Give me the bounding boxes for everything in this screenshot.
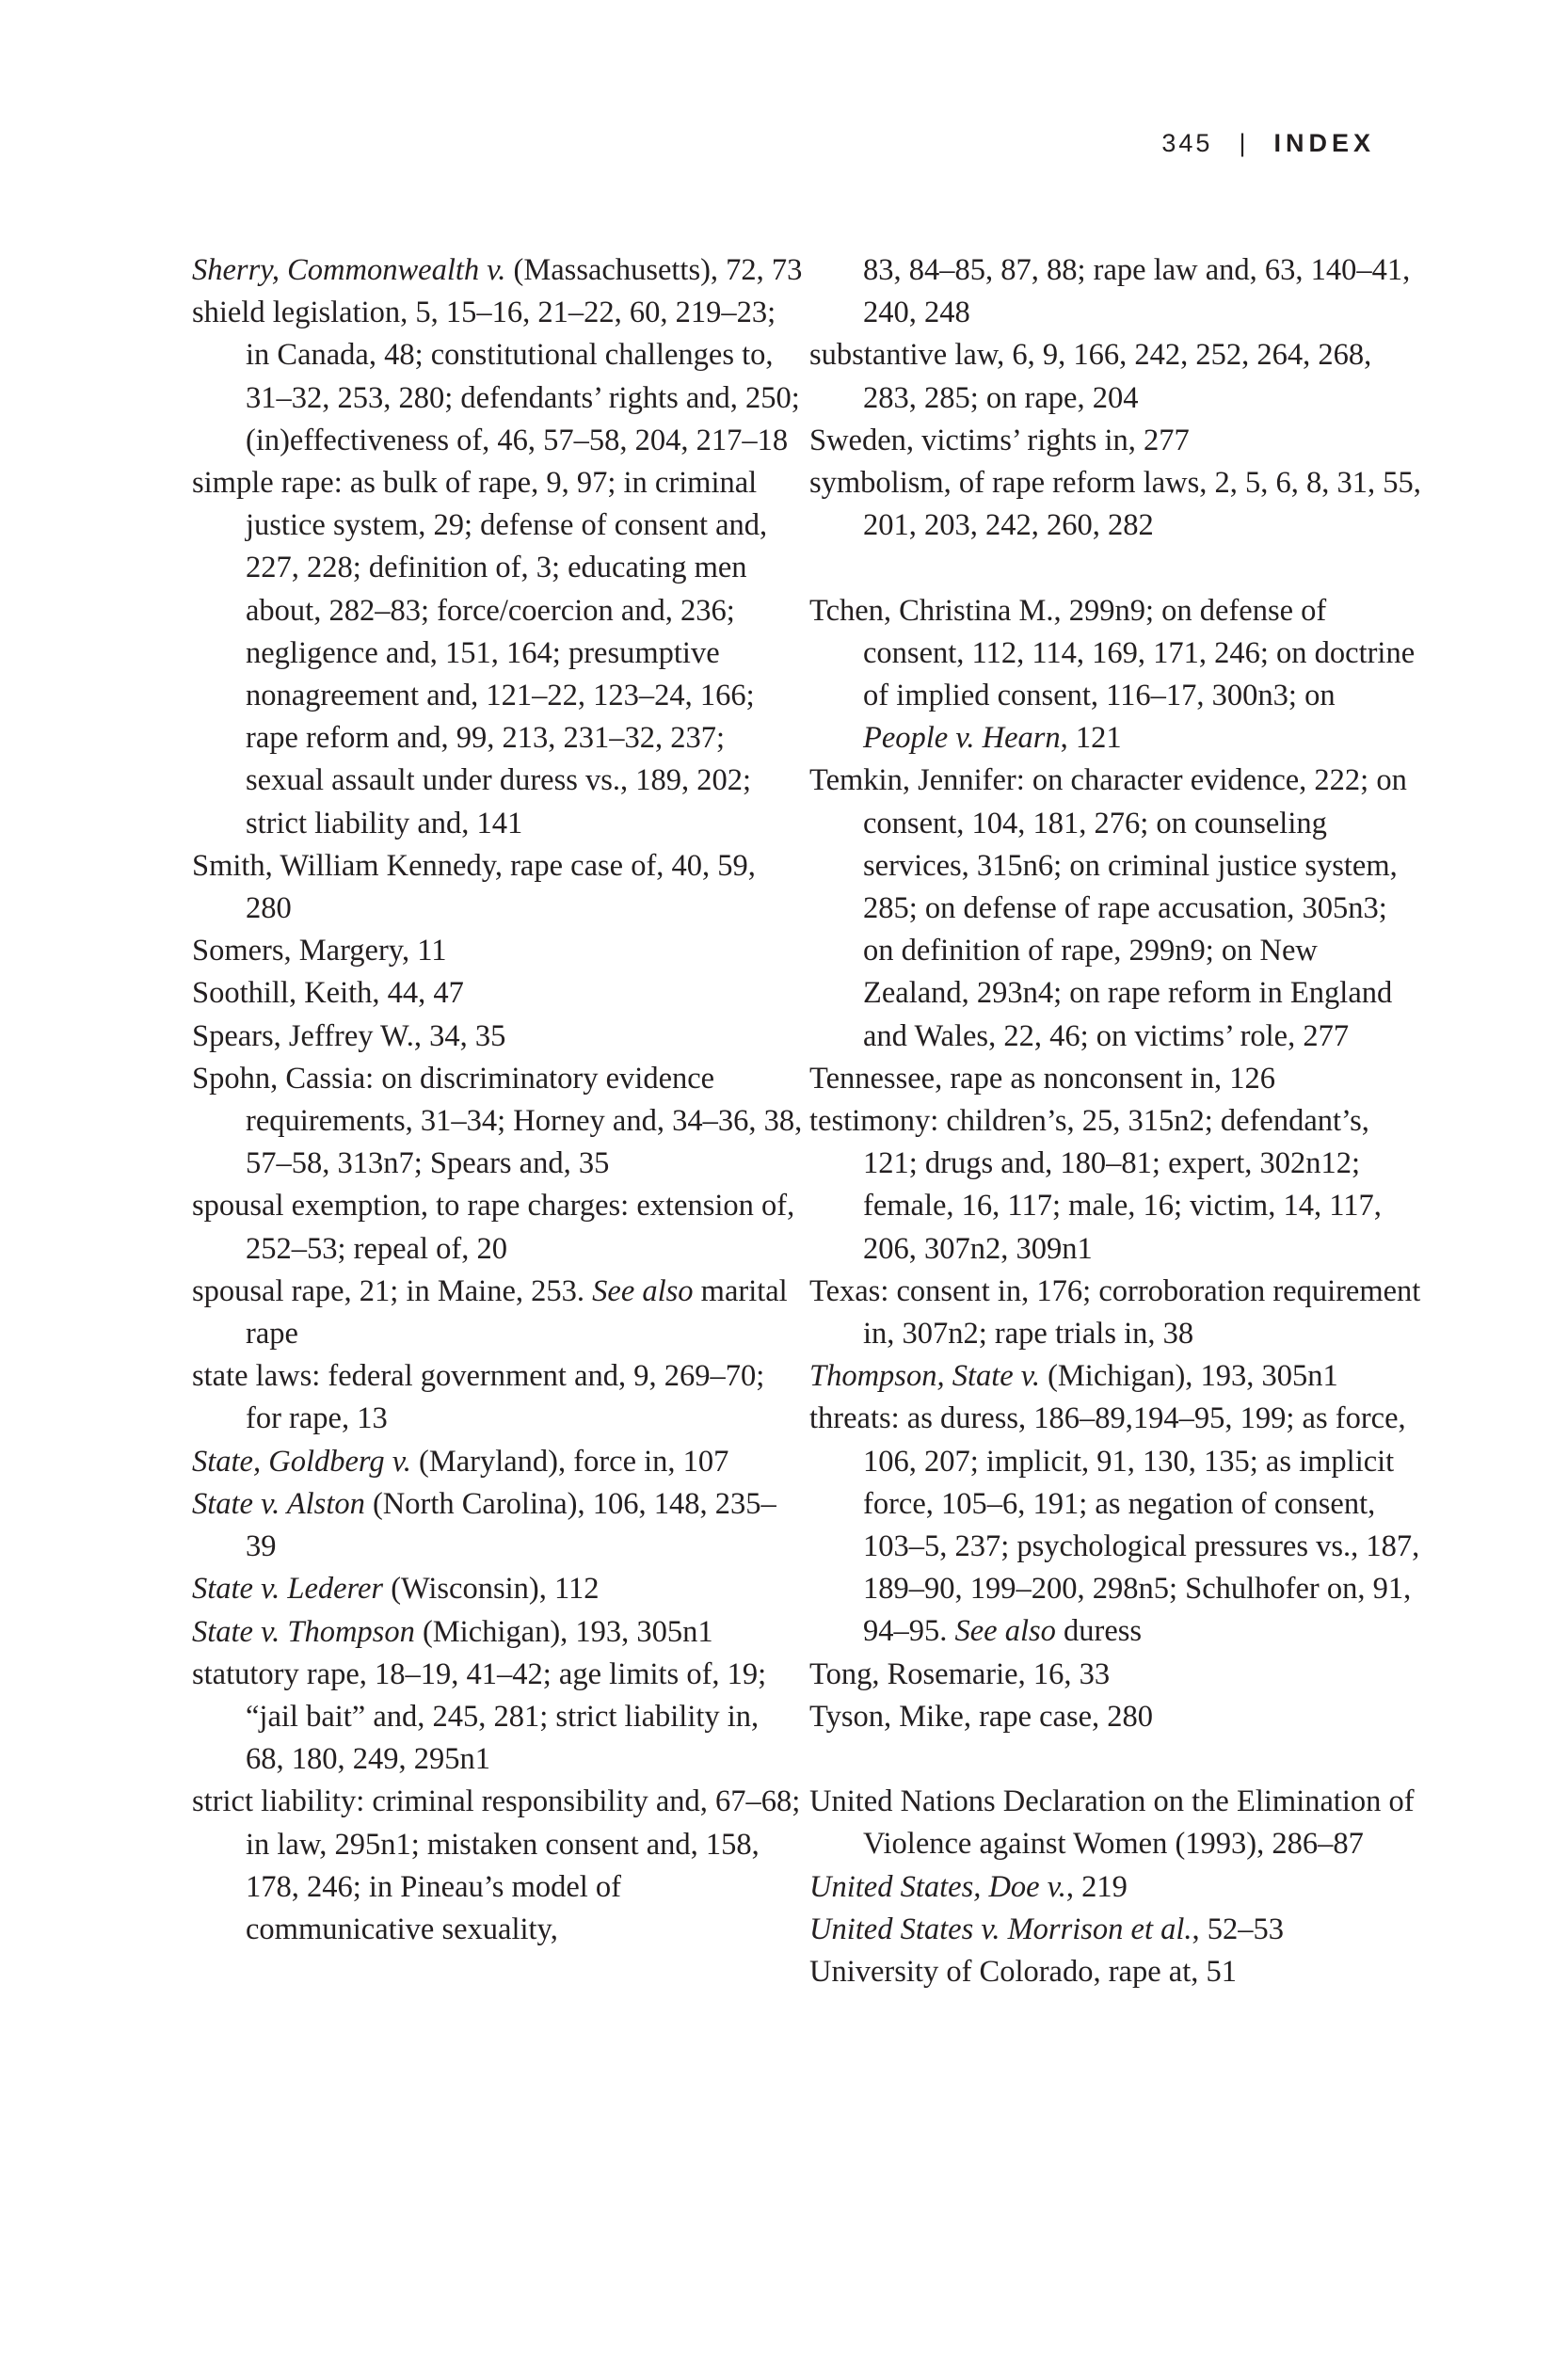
entry-text: state laws: federal government and, 9, 269–70; for rape, 13 xyxy=(192,1359,765,1436)
index-entry xyxy=(809,334,1421,419)
italic-term: State v. Alston xyxy=(192,1486,365,1521)
letter-group-gap xyxy=(809,547,1421,589)
index-entry xyxy=(809,1654,1421,1696)
index-entry xyxy=(809,420,1421,462)
entry-text: (Michigan), 193, 305n1 xyxy=(1039,1359,1338,1394)
entry-text: , 52–53 xyxy=(1192,1912,1285,1946)
index-entry xyxy=(192,845,804,930)
italic-term: State v. Lederer xyxy=(192,1572,384,1607)
index-entry xyxy=(192,1781,804,1951)
italic-term: United States v. Morrison et al. xyxy=(809,1912,1192,1946)
entry-text: Smith, William Kennedy, rape case of, 40, 59, 280 xyxy=(192,848,756,926)
entry-text: 83, 84–85, 87, 88; rape law and, 63, 140–41, 240, 248 xyxy=(863,253,1411,330)
index-entry xyxy=(192,1016,804,1058)
entry-text: marital rape xyxy=(246,1273,788,1352)
entry-text: symbolism, of rape reform laws, 2, 5, 6, 8, 31, 55, 201, 203, 242, 260, 282 xyxy=(809,466,1421,543)
entry-text: Tyson, Mike, rape case, 280 xyxy=(809,1699,1154,1734)
section-title: INDEX xyxy=(1273,129,1375,157)
index-entry xyxy=(809,1355,1421,1398)
index-entry xyxy=(809,760,1421,1057)
entry-text: , 219 xyxy=(1065,1869,1128,1904)
index-entry xyxy=(192,1483,804,1568)
entry-text: Sweden, victims’ rights in, 277 xyxy=(809,423,1190,457)
italic-term: United States, Doe v. xyxy=(809,1869,1066,1904)
index-entry xyxy=(809,1398,1421,1653)
index-entry xyxy=(192,1271,804,1355)
italic-term: See also xyxy=(954,1614,1056,1649)
italic-term: Thompson, State v. xyxy=(809,1359,1040,1394)
entry-text: Spohn, Cassia: on discriminatory evidence requirements, 31–34; Horney and, 34–36, 38, 57–58, 313n7; Spears and, 35 xyxy=(192,1061,803,1181)
entry-text: (Wisconsin), 112 xyxy=(383,1572,600,1607)
entry-text: Tchen, Christina M., 299n9; on defense of consent, 112, 114, 169, 171, 246; on doctrine of implied consent, 116–17, 300n3; on xyxy=(809,593,1416,713)
entry-text: Soothill, Keith, 44, 47 xyxy=(192,976,464,1011)
entry-text: University of Colorado, rape at, 51 xyxy=(809,1955,1237,1990)
index-entry xyxy=(192,1058,804,1186)
italic-term: People v. Hearn xyxy=(863,721,1061,756)
entry-text: spousal rape, 21; in Maine, 253. xyxy=(192,1273,593,1308)
entry-text: testimony: children’s, 25, 315n2; defendant’s, 121; drugs and, 180–81; expert, 302n12; female, 16, 117; male, 16; victim, 14, 117, 206, 307n2, 309n1 xyxy=(809,1104,1382,1266)
index-entry xyxy=(192,1568,804,1610)
entry-text: threats: as duress, 186–89,194–95, 199; as force, 106, 207; implicit, 91, 130, 135; as implicit force, 105–6, 191; as negation of consent, 103–5, 237; psychological pressures vs., 187, 189–90, 199–200, 298n5; Schulhofer on, 91, 94–95. xyxy=(809,1401,1420,1649)
entry-text: Tong, Rosemarie, 16, 33 xyxy=(809,1656,1111,1691)
index-entry xyxy=(809,462,1421,547)
letter-group-gap xyxy=(809,1738,1421,1781)
index-entry-continuation xyxy=(809,249,1421,334)
index-entry xyxy=(192,1185,804,1270)
italic-term: Sherry, Commonwealth v. xyxy=(192,253,506,287)
index-entry xyxy=(809,1866,1421,1909)
index-entry xyxy=(192,1611,804,1654)
running-head xyxy=(1161,129,1375,158)
index-entry xyxy=(192,462,804,845)
entry-text: duress xyxy=(1055,1614,1143,1649)
entry-text: Tennessee, rape as nonconsent in, 126 xyxy=(809,1061,1276,1096)
entry-text: simple rape: as bulk of rape, 9, 97; in criminal justice system, 29; defense of consent and, 227, 228; definition of, 3; educating men about, 282–83; force/coercion and, 236; negligence and, 151, 164; presumptive nonagreement and, 121–22, 123–24, 166; rape reform and, 99, 213, 231–32, 237; sexual assault under duress vs., 189, 202; strict liability and, 141 xyxy=(192,466,768,840)
index-entry xyxy=(192,1355,804,1440)
entry-text: Spears, Jeffrey W., 34, 35 xyxy=(192,1018,506,1053)
entry-text: shield legislation, 5, 15–16, 21–22, 60, 219–23; in Canada, 48; constitutional challenges to, 31–32, 253, 280; defendants’ rights and, 250; (in)effectiveness of, 46, 57–58, 204, 217–18 xyxy=(192,296,800,457)
italic-term: State, Goldberg v. xyxy=(192,1444,411,1479)
entry-text: , 121 xyxy=(1060,721,1122,756)
italic-term: State v. Thompson xyxy=(192,1614,415,1649)
index-entry xyxy=(809,1696,1421,1738)
index-entry xyxy=(192,1441,804,1483)
entry-text: Texas: consent in, 176; corroboration requirement in, 307n2; rape trials in, 38 xyxy=(809,1273,1421,1352)
index-entry xyxy=(809,590,1421,760)
index-entry xyxy=(809,1781,1421,1865)
header-separator: | xyxy=(1239,129,1248,157)
index-entry xyxy=(192,930,804,972)
entry-text: statutory rape, 18–19, 41–42; age limits of, 19; “jail bait” and, 245, 281; strict liability in, 68, 180, 249, 295n1 xyxy=(192,1656,767,1777)
page-number: 345 xyxy=(1161,129,1213,157)
entry-text: (Maryland), force in, 107 xyxy=(410,1444,729,1479)
entry-text: strict liability: criminal responsibility and, 67–68; in law, 295n1; mistaken consent and, 158, 178, 246; in Pineau’s model of communicative sexuality, xyxy=(192,1784,801,1946)
entry-text: (Michigan), 193, 305n1 xyxy=(414,1614,713,1649)
entry-text: Temkin, Jennifer: on character evidence, 222; on consent, 104, 181, 276; on counseling services, 315n6; on criminal justice system, 285; on defense of rape accusation, 305n3; on definition of rape, 299n9; on New Zealand, 293n4; on rape reform in England and Wales, 22, 46; on victims’ role, 277 xyxy=(809,763,1407,1053)
entry-text: substantive law, 6, 9, 166, 242, 252, 264, 268, 283, 285; on rape, 204 xyxy=(809,338,1372,415)
index-entry xyxy=(809,1909,1421,1951)
index-entry xyxy=(809,1058,1421,1100)
italic-term: See also xyxy=(592,1273,694,1308)
entry-text: spousal exemption, to rape charges: extension of, 252–53; repeal of, 20 xyxy=(192,1189,795,1266)
index-entry xyxy=(192,1654,804,1782)
entry-text: (Massachusetts), 72, 73 xyxy=(505,253,803,287)
entry-text: (North Carolina), 106, 148, 235–39 xyxy=(246,1486,776,1564)
entry-text: Somers, Margery, 11 xyxy=(192,934,447,968)
index-column-right xyxy=(809,249,1421,1993)
entry-text: United Nations Declaration on the Elimination of Violence against Women (1993), 286–87 xyxy=(809,1784,1415,1862)
index-entry xyxy=(192,249,804,292)
index-entry xyxy=(809,1100,1421,1271)
index-column-left xyxy=(192,249,804,1951)
index-entry xyxy=(809,1271,1421,1355)
index-entry xyxy=(809,1951,1421,1993)
index-entry xyxy=(192,292,804,462)
index-entry xyxy=(192,972,804,1015)
